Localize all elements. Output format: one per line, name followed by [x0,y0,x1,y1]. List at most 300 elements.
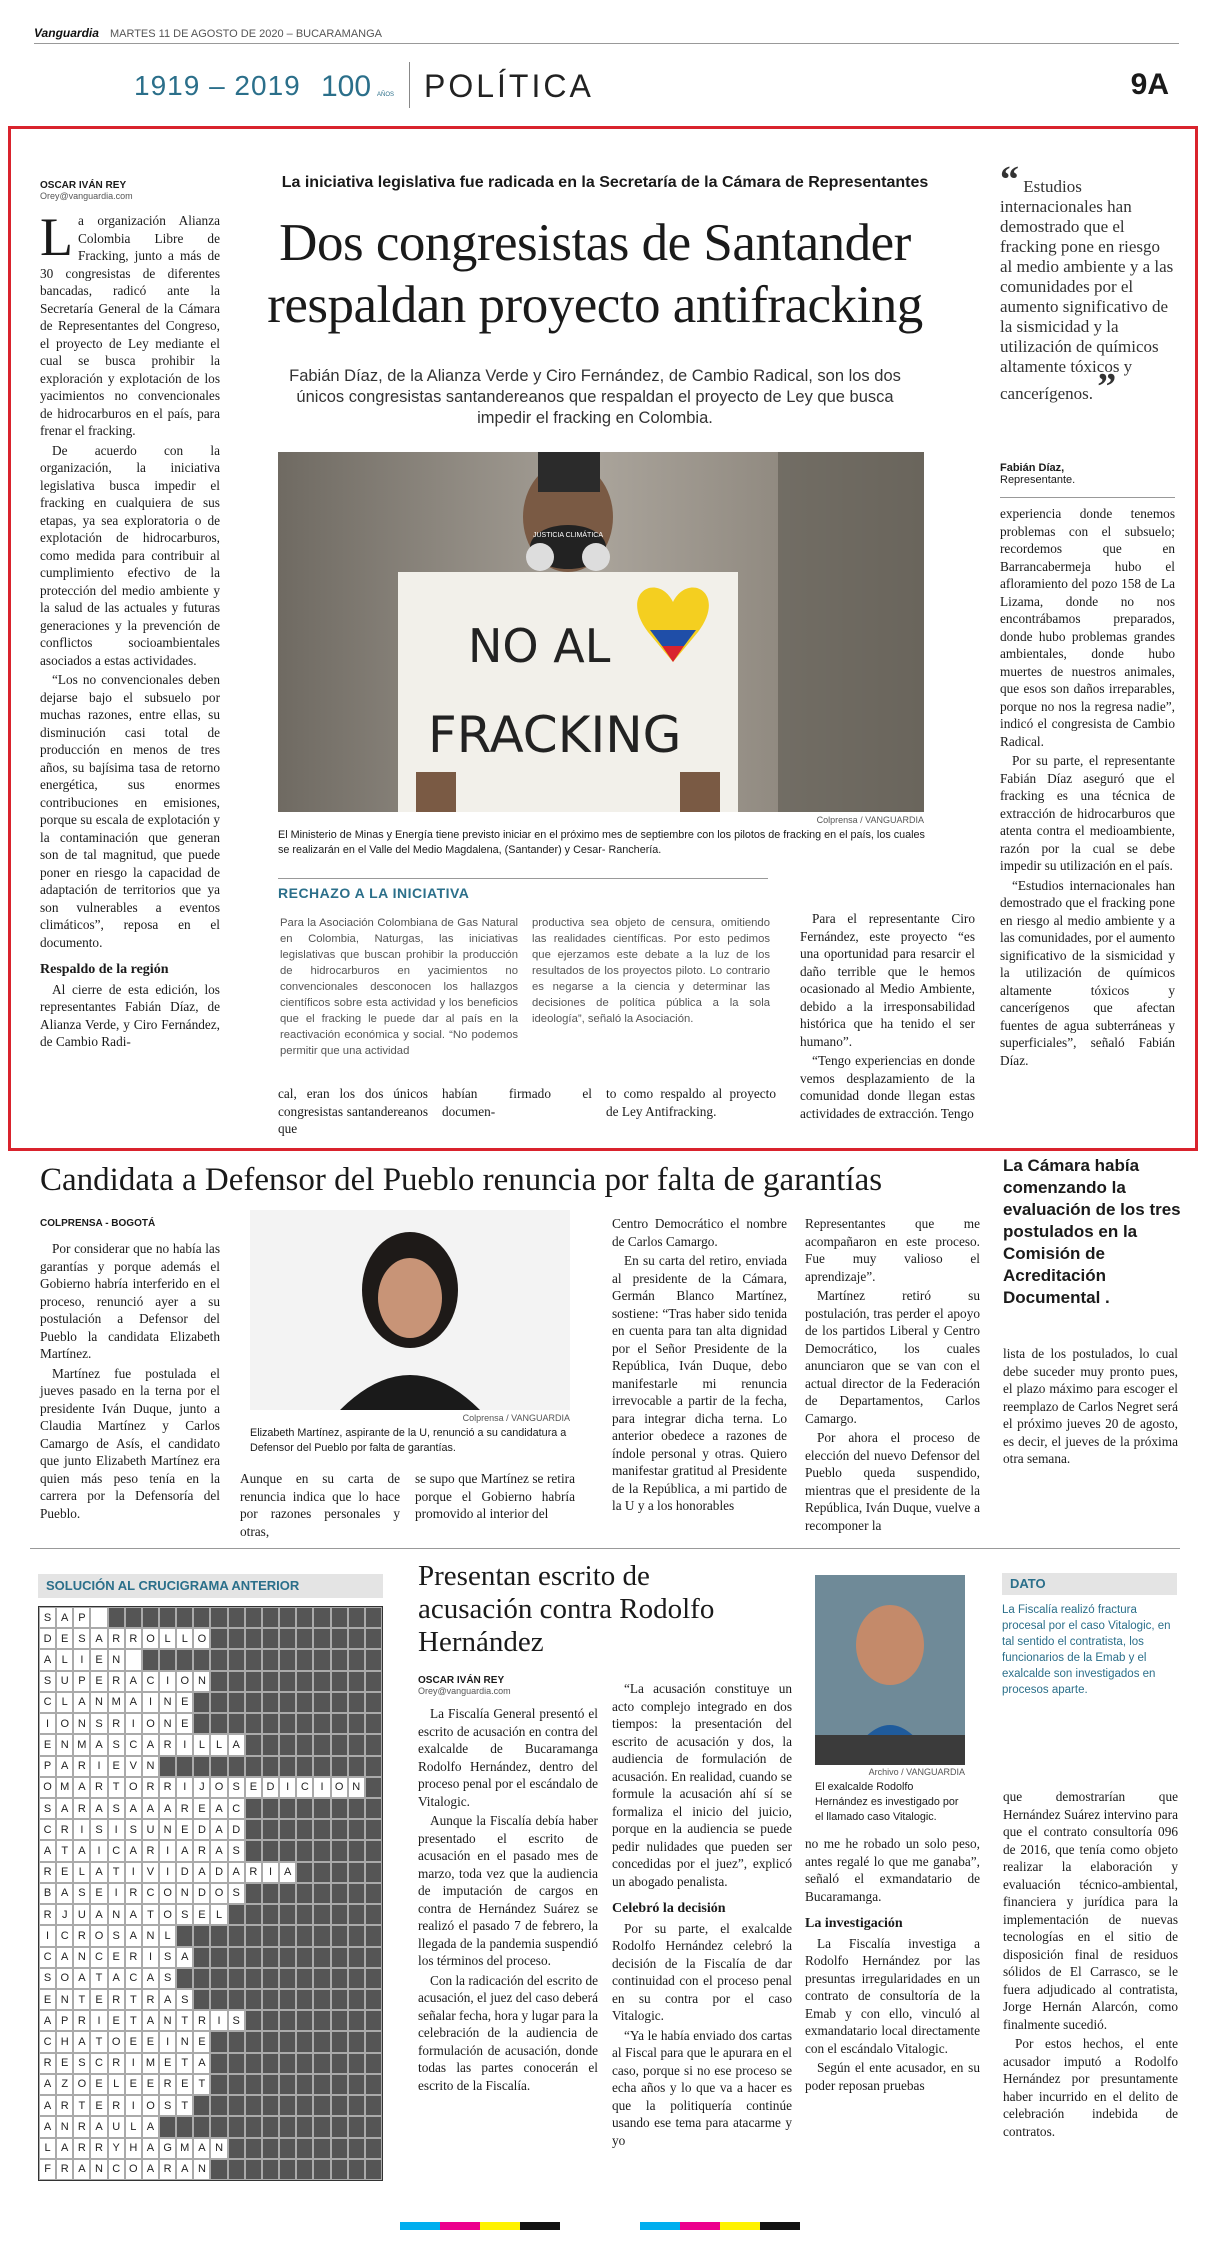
crossword-cell: T [90,2031,107,2052]
crossword-cell: I [108,1883,125,1904]
crossword-cell [279,1925,296,1946]
crossword-cell [262,1649,279,1670]
crossword-cell: E [90,2095,107,2116]
crossword-cell [262,1968,279,1989]
story2-column-4 [612,1215,787,1517]
paragraph: Por ahora el proceso de elección del nuevo Defensor del Pueblo queda suspendido, mientras que el presidente de la República, Iván Duque, vuelve a recomponer la [805,1430,980,1533]
crossword-cell: R [73,1798,90,1819]
crossword-cell [348,1989,365,2010]
crossword-cell [279,2116,296,2137]
crossword-cell [365,1968,382,1989]
crossword-cell [262,1628,279,1649]
crossword-cell: T [142,1904,159,1925]
author-name: OSCAR IVÁN REY [418,1675,505,1686]
registration-bar [440,2222,480,2230]
crossword-cell [176,1925,193,1946]
crossword-cell [245,1756,262,1777]
photo-credit: Colprensa / VANGUARDIA [816,815,924,825]
photo-caption: El exalcalde Rodolfo Hernández es investigado por el llamado caso Vitalogic. [815,1781,959,1823]
subheading: Celebró la decisión [612,1901,726,1916]
crossword-cell [331,2074,348,2095]
paragraph: Aunque la Fiscalía debía haber presentado el escrito de acusación en el pasado mes de marzo, toda vez que la audiencia de imputación de cargos en contra de Hernández Suárez se realizó el pasado 7 de febrero, la llegada de la pandemia suspendió los términos del proceso. [418,1813,598,1968]
crossword-cell: F [39,2159,56,2180]
crossword-cell [262,1798,279,1819]
author-email: Orey@vanguardia.com [40,191,133,201]
crossword-cell: E [56,1628,73,1649]
paragraph: Por considerar que no había las garantías y porque además el Gobierno habría interferido en el proceso, renunció ayer a su postulación a Defensor del Pueblo la candidata Elizabeth Martínez. [40,1241,220,1361]
crossword-cell: R [73,2138,90,2159]
crossword-cell: E [125,2074,142,2095]
crossword-cell: C [39,1819,56,1840]
crossword-cell: O [39,1777,56,1798]
crossword-cell [210,1649,227,1670]
crossword-cell: T [90,1968,107,1989]
crossword-cell [279,2074,296,2095]
crossword-cell [348,2116,365,2137]
crossword-cell [142,1649,159,1670]
crossword-cell: U [56,1671,73,1692]
crossword-cell [296,2138,313,2159]
crossword-cell: E [176,1713,193,1734]
crossword-cell: R [90,2138,107,2159]
crossword-cell [296,1883,313,1904]
crossword-cell [331,1947,348,1968]
crossword-cell [331,1862,348,1883]
crossword-cell: N [73,1947,90,1968]
crossword-cell: S [176,1904,193,1925]
story2-callout: La Cámara había comenzando la evaluación de los tres postulados en la Comisión de Acreditación Documental . [1003,1156,1181,1307]
crossword-cell [142,1607,159,1628]
crossword-cell [279,1734,296,1755]
crossword-cell: O [142,2095,159,2116]
crossword-cell [296,2116,313,2137]
crossword-cell: A [73,1692,90,1713]
crossword-cell [176,1649,193,1670]
crossword-cell [245,1628,262,1649]
crossword-cell: Y [108,2138,125,2159]
crossword-cell: I [108,1819,125,1840]
crossword-cell [331,2031,348,2052]
crossword-cell: T [125,1989,142,2010]
author-name: OSCAR IVÁN REY [40,180,127,191]
dato-title: DATO [1002,1573,1177,1595]
story3-column-3 [805,1835,980,2096]
crossword-cell: M [142,2053,159,2074]
crossword-cell [228,2138,245,2159]
crossword-cell [193,1713,210,1734]
crossword-cell [245,1649,262,1670]
crossword-cell: O [142,1628,159,1649]
crossword-cell: A [125,1925,142,1946]
crossword-cell [365,1883,382,1904]
crossword-cell: S [39,1607,56,1628]
crossword-cell [313,1607,330,1628]
crossword-cell [245,1883,262,1904]
sidebar-title: RECHAZO A LA INICIATIVA [278,885,470,901]
quote-text: Estudios internacionales han demostrado que el fracking pone en riesgo al medio ambiente y a las comunidades por el aumento significativo de la sismicidad y la utilización de químicos altamente tóxicos y cancerígenos. [1000,177,1174,403]
crossword-cell [159,1607,176,1628]
crossword-cell [296,1628,313,1649]
crossword-cell [348,2074,365,2095]
crossword-cell [348,1607,365,1628]
crossword-cell [331,1989,348,2010]
crossword-cell [228,2031,245,2052]
crossword-cell: R [73,2116,90,2137]
crossword-cell: H [56,2031,73,2052]
crossword-cell: N [193,2159,210,2180]
crossword-cell: A [279,1862,296,1883]
crossword-cell [279,1904,296,1925]
crossword-cell: S [39,1968,56,1989]
crossword-cell [245,1968,262,1989]
crossword-cell: R [125,1883,142,1904]
crossword-cell [279,1968,296,1989]
sidebar-column-1: Para la Asociación Colombiana de Gas Natural en Colombia, Naturgas, las iniciativas legislativas que buscan prohibir la producción de hidrocarburos en yacimientos no convencionales desconocen los hallazgos científicos sobre esta actividad y los beneficios que el fracking le puede dar al país en la reactivación económica y social. “No podemos permitir que una actividad [280,917,518,1057]
crossword-cell: A [228,1734,245,1755]
crossword-cell: N [159,1819,176,1840]
crossword-cell [262,1904,279,1925]
registration-bar [760,2222,800,2230]
crossword-cell [365,2031,382,2052]
crossword-cell: U [142,1819,159,1840]
crossword-cell [296,1649,313,1670]
crossword-cell: A [39,2010,56,2031]
crossword-cell [365,1904,382,1925]
crossword-cell [365,2138,382,2159]
crossword-cell [159,1756,176,1777]
crossword-cell [365,2074,382,2095]
crossword-cell: S [90,1819,107,1840]
crossword-cell: R [39,1862,56,1883]
crossword-cell: P [56,2010,73,2031]
crossword-cell: O [159,1904,176,1925]
crossword-cell [331,1692,348,1713]
crossword-cell: N [159,1692,176,1713]
crossword-cell: R [56,1819,73,1840]
candidate-photo [250,1210,570,1410]
crossword-cell: L [176,1628,193,1649]
crossword-cell [210,1968,227,1989]
crossword-cell: D [193,1819,210,1840]
crossword-cell [245,2095,262,2116]
crossword-cell: A [56,1947,73,1968]
crossword-cell: I [90,1756,107,1777]
crossword-cell: T [176,2095,193,2116]
crossword-cell [313,1713,330,1734]
crossword-cell: E [176,2074,193,2095]
registration-bar [480,2222,520,2230]
crossword-cell: C [90,1947,107,1968]
crossword-cell: N [90,2159,107,2180]
crossword-cell [296,1968,313,1989]
crossword-cell: E [245,1777,262,1798]
crossword-cell [365,1925,382,1946]
crossword-cell: E [108,2010,125,2031]
crossword-cell [279,1883,296,1904]
crossword-cell: N [56,1989,73,2010]
crossword-cell [279,1671,296,1692]
paragraph: a organización Alianza Colombia Libre de Fracking, junto a más de 30 congresistas de diferentes bancadas, radicó ante la Secretaría General de la Cámara de Representantes del Congreso, el proyecto de Ley mediante el cual se busca prohibir la exploración y explotación de los yacimientos no convencionales de hidrocarburos en el país, para frenar el fracking. [40,213,220,438]
dato-text: La Fiscalía realizó fractura procesal por el caso Vitalogic, en tal sentido el contratista, los funcionarios de la Emab y el exalcalde son investigados en procesos aparte. [1002,1604,1171,1696]
crossword-cell: A [142,2138,159,2159]
crossword-cell: E [108,1756,125,1777]
crossword-cell [245,2116,262,2137]
crossword-cell [331,2138,348,2159]
crossword-cell: N [56,1734,73,1755]
story2-column-6: lista de los postulados, lo cual debe suceder muy pronto pues, el plazo máximo para escoger el reemplazo de Carlos Negret será el próximo jueves 20 de agosto, es decir, el jueves de la próxima otra semana. [1003,1346,1178,1466]
crossword-cell [125,1607,142,1628]
crossword-cell [245,1671,262,1692]
crossword-cell [245,1840,262,1861]
crossword-cell: R [56,2095,73,2116]
crossword-cell [228,1671,245,1692]
crossword-cell [228,1989,245,2010]
paragraph: “Tengo experiencias en donde vemos desplazamiento de la comunidad donde llegan estas actividades de extracción. Tengo [800,1053,975,1121]
crossword-cell: C [90,2053,107,2074]
crossword-cell: A [73,1777,90,1798]
crossword-cell: R [142,1777,159,1798]
crossword-cell [296,1713,313,1734]
photo-credit: Archivo / VANGUARDIA [868,1767,965,1777]
paragraph: Para el representante Ciro Fernández, este proyecto “es una oportunidad para resarcir el daño terrible que le hemos ocasionado al Medio Ambiente, debido a la irresponsabilidad histórica que ha tenido el ser humano”. [800,911,975,1049]
crossword-cell: R [193,1840,210,1861]
crossword-cell: E [142,2031,159,2052]
crossword-cell [313,2053,330,2074]
story3-headline: Presentan escrito de acusación contra Rodolfo Hernández [418,1560,715,1658]
paragraph: Por estos hechos, el ente acusador imputó a Rodolfo Hernández por presuntamente haber incurrido en el delito de celebración indebida de contratos. [1003,2036,1178,2139]
crossword-cell [245,1925,262,1946]
crossword-cell: A [39,1840,56,1861]
crossword-cell [348,1904,365,1925]
crossword-cell: A [90,1862,107,1883]
paragraph: Centro Democrático el nombre de Carlos Camargo. [612,1216,787,1249]
crossword-cell: C [228,1798,245,1819]
crossword-cell: R [108,1671,125,1692]
headline-line: Dos congresistas de Santander [279,214,911,272]
crossword-cell: C [39,2031,56,2052]
crossword-cell: R [73,2010,90,2031]
crossword-cell [313,2116,330,2137]
crossword-cell [262,1989,279,2010]
crossword-cell: O [125,2159,142,2180]
crossword-cell [262,1883,279,1904]
paragraph: no me he robado un solo peso, antes regalé lo que me ganaba”, señaló el exmandatario de Bucaramanga. [805,1836,980,1904]
crossword-grid [38,1606,383,2181]
crossword-cell [296,1819,313,1840]
crossword-cell: T [108,1862,125,1883]
crossword-cell: S [108,1734,125,1755]
crossword-cell [176,1756,193,1777]
crossword-cell: A [142,2010,159,2031]
crossword-cell: I [279,1777,296,1798]
crossword-cell: O [193,1628,210,1649]
crossword-cell [331,1607,348,1628]
main-continued-3: habían firmado el documen- [442,1086,592,1119]
anniversary-years: 1919 – 2019 [134,70,301,101]
crossword-cell: C [39,1692,56,1713]
crossword-cell [365,1734,382,1755]
crossword-cell [331,1840,348,1861]
crossword-cell: I [39,1713,56,1734]
crossword-cell [296,1947,313,1968]
crossword-cell [210,2053,227,2074]
crossword-cell: A [56,2138,73,2159]
crossword-cell [331,1925,348,1946]
crossword-cell [279,1756,296,1777]
crossword-cell [331,2159,348,2180]
crossword-cell [331,2053,348,2074]
crossword-cell [262,1734,279,1755]
crossword-cell [228,1713,245,1734]
paragraph: Según el ente acusador, en su poder reposan pruebas [805,2060,980,2093]
paragraph: “La acusación constituye un acto complejo integrado en dos tiempos: la presentación del escrito de acusación y dos, la audiencia de formulación de acusación. En realidad, cuando se formule la acusación ahí sí se formaliza el inicio del juicio, porque en la audiencia se puede pedir nulidades que pueden ser concedidas por el juez”, explicó un abogado penalista. [612,1681,792,1889]
crossword-cell [210,1692,227,1713]
crossword-cell [228,2116,245,2137]
crossword-cell [313,1862,330,1883]
crossword-cell [365,1692,382,1713]
crossword-cell [245,1904,262,1925]
crossword-cell: T [73,1989,90,2010]
quote-attribution [1000,462,1175,486]
crossword-cell [245,1989,262,2010]
crossword-cell: N [142,1756,159,1777]
logo-number: 100 [321,70,372,102]
crossword-cell [296,2095,313,2116]
crossword-cell: R [90,1777,107,1798]
crossword-cell [279,1798,296,1819]
crossword-cell: S [159,2095,176,2116]
story2-under-photo-2: se supo que Martínez se retira porque el Gobierno habría promovido al interior del [415,1471,575,1521]
brand-name: Vanguardia [34,26,99,40]
crossword-cell: E [56,1862,73,1883]
crossword-cell [262,1756,279,1777]
crossword-cell [193,2095,210,2116]
crossword-cell [262,1819,279,1840]
crossword-cell: O [331,1777,348,1798]
crossword-cell [193,1756,210,1777]
paragraph: “Los no convencionales deben dejarse bajo el subsuelo por muchas razones, entre ellas, su disminución casi total de producción en menos de tres años, su bajísima tasa de retorno energética, sus enormes contribuciones en emisiones, porque su escala de explotación y la contaminación que generan son de tal magnitud, que puede poner en riesgo la capacidad de adaptación de territorios que ya son vulnerables a eventos climáticos”, reposa en el documento. [40,672,220,950]
crossword-cell [365,1607,382,1628]
crossword-cell [296,1734,313,1755]
crossword-cell [313,2010,330,2031]
crossword-cell [348,1713,365,1734]
crossword-cell [210,1756,227,1777]
crossword-cell: E [39,1734,56,1755]
crossword-cell [159,1649,176,1670]
crossword-cell: I [39,1925,56,1946]
crossword-cell [245,2159,262,2180]
crossword-cell: L [125,2116,142,2137]
crossword-cell: R [73,1925,90,1946]
crossword-cell [262,2116,279,2137]
crossword-cell: S [108,1925,125,1946]
crossword-cell: N [348,1777,365,1798]
crossword-cell [365,2010,382,2031]
crossword-cell [331,1734,348,1755]
crossword-cell [348,2095,365,2116]
crossword-cell: J [193,1777,210,1798]
crossword-cell: R [142,1840,159,1861]
crossword-cell: L [56,1649,73,1670]
crossword-cell [348,1862,365,1883]
crossword-cell: E [125,2031,142,2052]
crossword-cell: O [73,2074,90,2095]
crossword-cell: T [176,2053,193,2074]
crossword-cell [210,2095,227,2116]
crossword-cell: E [90,1989,107,2010]
crossword-cell [262,1692,279,1713]
paragraph: En su carta del retiro, enviada al presidente de la Cámara, Germán Blanco Martínez, sostiene: “Tras haber sido tenida en cuenta para tan alta dignidad por el Señor Presidente de la República, Iván Duque, debo manifestarle mi renuncia irrevocable a partir de la fecha, para integrar dicha terna. Lo anterior obedece a razones de índole personal y otras. Quiero manifestar gratitud al Presidente de la República, a mi partido de la U y a los honorables [612,1253,787,1513]
crossword-cell [245,1692,262,1713]
crossword-cell [331,2095,348,2116]
crossword-cell: C [108,2159,125,2180]
crossword-cell: S [108,1798,125,1819]
crossword-cell: J [56,1904,73,1925]
main-column-5 [1000,505,1175,1071]
crossword-cell: A [125,1840,142,1861]
crossword-cell [245,1947,262,1968]
crossword-cell [296,1756,313,1777]
sidebar-box [278,878,768,901]
crossword-cell [313,2138,330,2159]
crossword-cell: Z [56,2074,73,2095]
subheading: La investigación [805,1916,903,1931]
story2-column-1 [40,1240,220,1524]
crossword-cell: I [73,1819,90,1840]
crossword-cell: N [90,1692,107,1713]
crossword-cell: R [108,2053,125,2074]
headline [230,212,960,336]
crossword-cell [176,2116,193,2137]
crossword-cell [262,1925,279,1946]
crossword-cell [279,2095,296,2116]
crossword-cell: T [125,2010,142,2031]
crossword-cell: O [176,1671,193,1692]
crossword-cell: V [142,1862,159,1883]
crossword-cell: A [125,1692,142,1713]
crossword-cell: I [142,1692,159,1713]
author-email: Orey@vanguardia.com [418,1686,511,1696]
crossword-cell: A [39,2095,56,2116]
crossword-cell [365,1777,382,1798]
quote-close-icon: ” [1097,366,1117,408]
crossword-cell [210,2074,227,2095]
crossword-cell: M [73,1734,90,1755]
mask-text: JUSTICIA CLIMÁTICA [532,532,604,539]
crossword-cell [348,2010,365,2031]
paragraph: De acuerdo con la organización, la iniciativa legislativa busca impedir el fracking en cualquiera de sus etapas, ya sea exploratoria o de explotación de hidrocarburos, como medida para contribuir al cumplimiento efectivo de la protección del medio ambiente y la salud de las actuales y futuras generaciones y la prevención de conflictos socioambientales asociados a estas actividades. [40,442,220,668]
crossword-cell: S [159,1947,176,1968]
crossword-cell [313,1989,330,2010]
crossword-cell [245,2031,262,2052]
crossword-cell [210,1713,227,1734]
crossword-cell [296,1671,313,1692]
crossword-cell: A [193,1862,210,1883]
crossword-cell: E [193,2031,210,2052]
crossword-cell: L [159,1925,176,1946]
crossword-cell: A [90,1798,107,1819]
crossword-cell: A [125,1904,142,1925]
sidebar-column-2: productiva sea objeto de censura, omitiendo las realidades científicas. Por esto pedimos que ejerzamos este debate a la luz de los resultados de los proyectos piloto. Lo contrario es negarse a la ciencia y determinar las decisiones de política pública a la sola ideología”, señaló la Asociación. [532,917,770,1025]
crossword-cell [210,1607,227,1628]
crossword-cell [262,2159,279,2180]
crossword-cell [296,1692,313,1713]
crossword-cell: R [108,1628,125,1649]
crossword-cell: C [56,1925,73,1946]
crossword-title: SOLUCIÓN AL CRUCIGRAMA ANTERIOR [38,1574,383,1598]
logo-sub: AÑOS [377,92,395,98]
crossword-cell: L [108,2074,125,2095]
